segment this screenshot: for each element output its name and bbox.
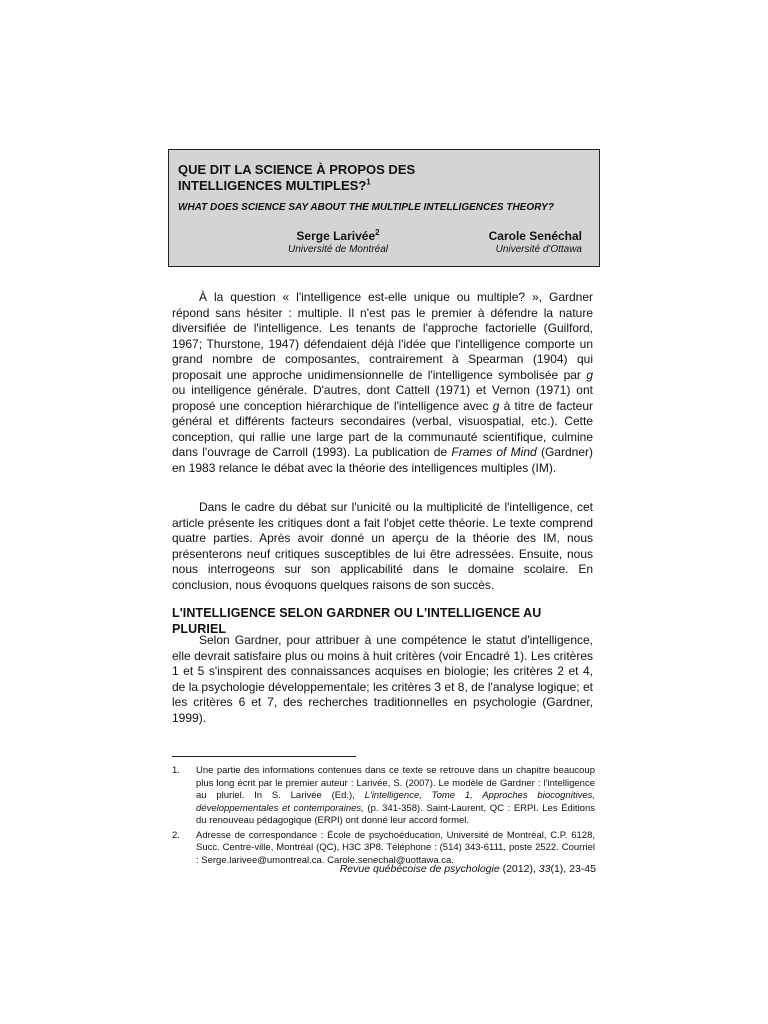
author-larivee: [282, 229, 394, 256]
paragraph-gardner-criteria: Selon Gardner, pour attribuer à une compétence le statut d'intelligence, elle devrait satisfaire plus ou moins à huit critères (voir Encadré 1). Les critères 1 et 5 s'inspirent des connaissances acquises en biologie; les critères 2 et 4, de la psychologie développementale; les critères 3 et 8, de l'analyse logique; et les critères 6 et 7, des recherches traditionnelles en psychologie (Gardner, 1999).: [172, 633, 593, 725]
cited-book-title: L'intelligence, Tome 1, Approches biocognitives, développementales et contemporaines,: [196, 790, 595, 814]
section-heading: L'INTELLIGENCE SELON GARDNER OU L'INTELLIGENCE AU PLURIEL: [172, 606, 542, 636]
article-title-french: QUE DIT LA SCIENCE À PROPOS DES INTELLIGENCES MULTIPLES?$^1$: [178, 162, 416, 193]
author-footnote-marker[interactable]: 2: [375, 228, 380, 237]
journal-name: Revue québécoise de psychologie: [339, 863, 500, 875]
article-title-english: WHAT DOES SCIENCE SAY ABOUT THE MULTIPLE INTELLIGENCES THEORY?: [178, 202, 554, 213]
footnotes: [172, 765, 595, 869]
title-footnote-marker[interactable]: 1: [366, 177, 371, 187]
journal-reference: Revue québécoise de psychologie (2012), 33(1), 23-45: [339, 863, 596, 875]
author-affiliation: Université d'Ottawa: [495, 244, 582, 255]
author-senechal: [489, 229, 582, 256]
author-name: Carole Senéchal: [488, 229, 582, 243]
footnote-divider: [172, 756, 356, 757]
g-factor-symbol: g: [586, 367, 593, 382]
footnote-number: 2.: [172, 829, 180, 841]
journal-volume: 33: [538, 863, 551, 875]
author-affiliation: Université de Montréal: [287, 244, 389, 255]
authors-block: [178, 215, 590, 259]
paragraph-article-outline: Dans le cadre du débat sur l'unicité ou la multiplicité de l'intelligence, cet article présente les critiques dont a fait l'objet cette théorie. Le texte comprend quatre parties. Après avoir donné un aperçu de la théorie des IM, nous présenterons neuf critiques susceptibles de lui être adressées. Ensuite, nous nous interrogeons sur son applicabilité dans le domaine scolaire. En conclusion, nous évoquons quelques raisons de son succès.: [172, 500, 593, 592]
author-name: Serge Larivée: [296, 229, 376, 243]
title-box: [168, 149, 600, 267]
footnote-text: Adresse de correspondance : École de psychoéducation, Université de Montréal, C.P. 6128, Succ. Centre-ville, Montréal (QC), H3C 3P8. Téléphone : (514) 343-6111, poste 2522. Courriel : Serge.larivee@umontreal.ca. Carole.senechal@uottawa.ca.: [196, 829, 595, 866]
paragraph-introduction: À la question « l'intelligence est-elle unique ou multiple? », Gardner répond sans hésiter : multiple. Il n'est pas le premier à défendre la nature diversifiée de l'intelligence. Les tenants de l'approche factorielle (Guilford, 1967; Thurstone, 1947) défendaient déjà l'idée que l'intelligence comporte un grand nombre de composantes, contrairement à Spearman (1904) qui proposait une approche unidimensionnelle de l'intelligence symbolisée par g ou intelligence générale. D'autres, dont Cattell (1971) et Vernon (1971) ont proposé une conception hiérarchique de l'intelligence avec g à titre de facteur général et différents facteurs secondaires (verbal, visuospatial, etc.). Cette conception, qui rallie une large part de la communauté scientifique, culmine dans l'ouvrage de Carroll (1993). La publication de Frames of Mind (Gardner) en 1983 relance le débat avec la théorie des intelligences multiples (IM).: [172, 290, 593, 475]
g-factor-symbol: g: [492, 398, 500, 413]
footnote-number: 1.: [172, 765, 180, 776]
book-title: Frames of Mind: [451, 445, 537, 459]
footnote-1: 1. Une partie des informations contenues dans ce texte se retrouve dans un chapitre beaucoup plus long écrit par le premier auteur : Larivée, S. (2007). Le modèle de Gardner : l'intelligence au pluriel. In S. Larivée (Ed.), L'intelligence, Tome 1, Approches biocognitives, développementales et contemporaines, (p. 341-358). Saint-Laurent, QC : ERPI. Les Éditions du renouveau pédagogique (ERPI) ont donné leur accord formel.: [172, 765, 595, 826]
